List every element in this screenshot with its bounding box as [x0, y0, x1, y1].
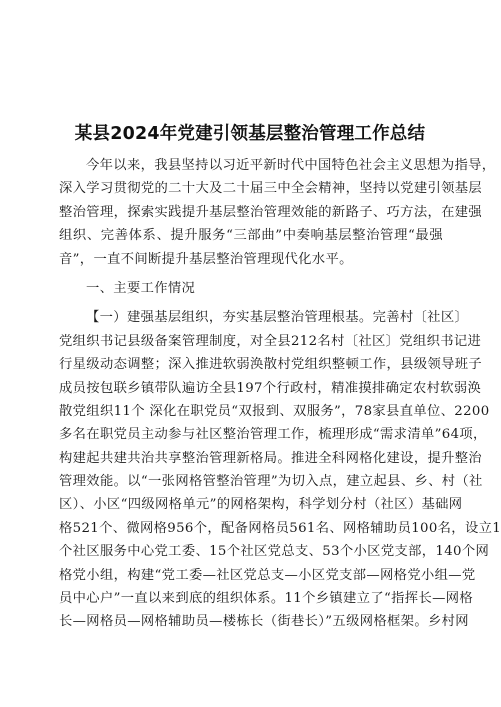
document-title: 某县2024年党建引领基层整治管理工作总结 — [74, 124, 426, 144]
text-line: 【一）建强基层组织，夯实基层整治管理根基。完善村〔社区〕 — [86, 310, 469, 326]
text-line: 深入学习贯彻党的二十大及二十届三中全会精神，坚持以党建引领基层 — [59, 181, 483, 197]
text-line: 构建起共建共治共享整治管理新格局。推进全科网格化建设，提升整治 — [59, 450, 483, 466]
text-line: 员中心户”一直以来到底的组织体系。11个乡镇建立了“指挥长—网格 — [59, 591, 474, 607]
text-line: 音”，一直不间断提升基层整治管理现代化水平。 — [59, 251, 353, 267]
text-line: 个社区服务中心党工委、15个社区党总支、53个小区党支部，140个网 — [59, 544, 490, 560]
text-line: 今年以来，我县坚持以习近平新时代中国特色社会主义思想为指导， — [86, 158, 496, 173]
text-line: 长—网格员—网格辅助员—楼栋长（街巷长）”五级网格框架。乡村网 — [59, 614, 469, 630]
text-line: 格党小组，构建“党工委—社区党总支—小区党支部—网格党小组—党 — [59, 567, 476, 583]
intro-paragraph — [59, 154, 496, 271]
section-heading: 一、主要工作情况 — [86, 280, 196, 296]
text-line: 成员按包联乡镇带队遍访全县197个行政村，精准摸排确定农村软弱涣 — [59, 380, 482, 396]
text-line: 格521个、微网格956个，配备网格员561名、网格辅助员100名，设立1 — [59, 520, 501, 536]
text-line: 整治管理，探索实践提升基层整治管理效能的新路子、巧方法，在建强 — [59, 204, 483, 220]
text-line: 多名在职党员主动参与社区整治管理工作，梳理形成“需求清单”64项， — [59, 427, 487, 443]
paragraph-1 — [59, 306, 501, 633]
text-line: 党组织书记县级备案管理制度，对全县212名村〔社区〕党组织书记进 — [59, 333, 482, 349]
document-body — [59, 154, 501, 634]
text-line: 区）、小区“四级网格单元”的网格架构，科学划分村（社区）基础网 — [59, 497, 463, 513]
text-line: 管理效能。以“一张网格管整治管理”为切入点，建立起县、乡、村（社 — [59, 474, 483, 490]
text-line: 散党组织11个 深化在职党员“双报到、双服务”，78家县直单位、2200 — [59, 403, 490, 419]
text-line: 行星级动态调整；深入推进软弱涣散村党组织整顿工作，县级领导班子 — [59, 357, 483, 373]
text-line: 组织、完善体系、提升服务“三部曲”中奏响基层整治管理“最强 — [59, 228, 443, 244]
